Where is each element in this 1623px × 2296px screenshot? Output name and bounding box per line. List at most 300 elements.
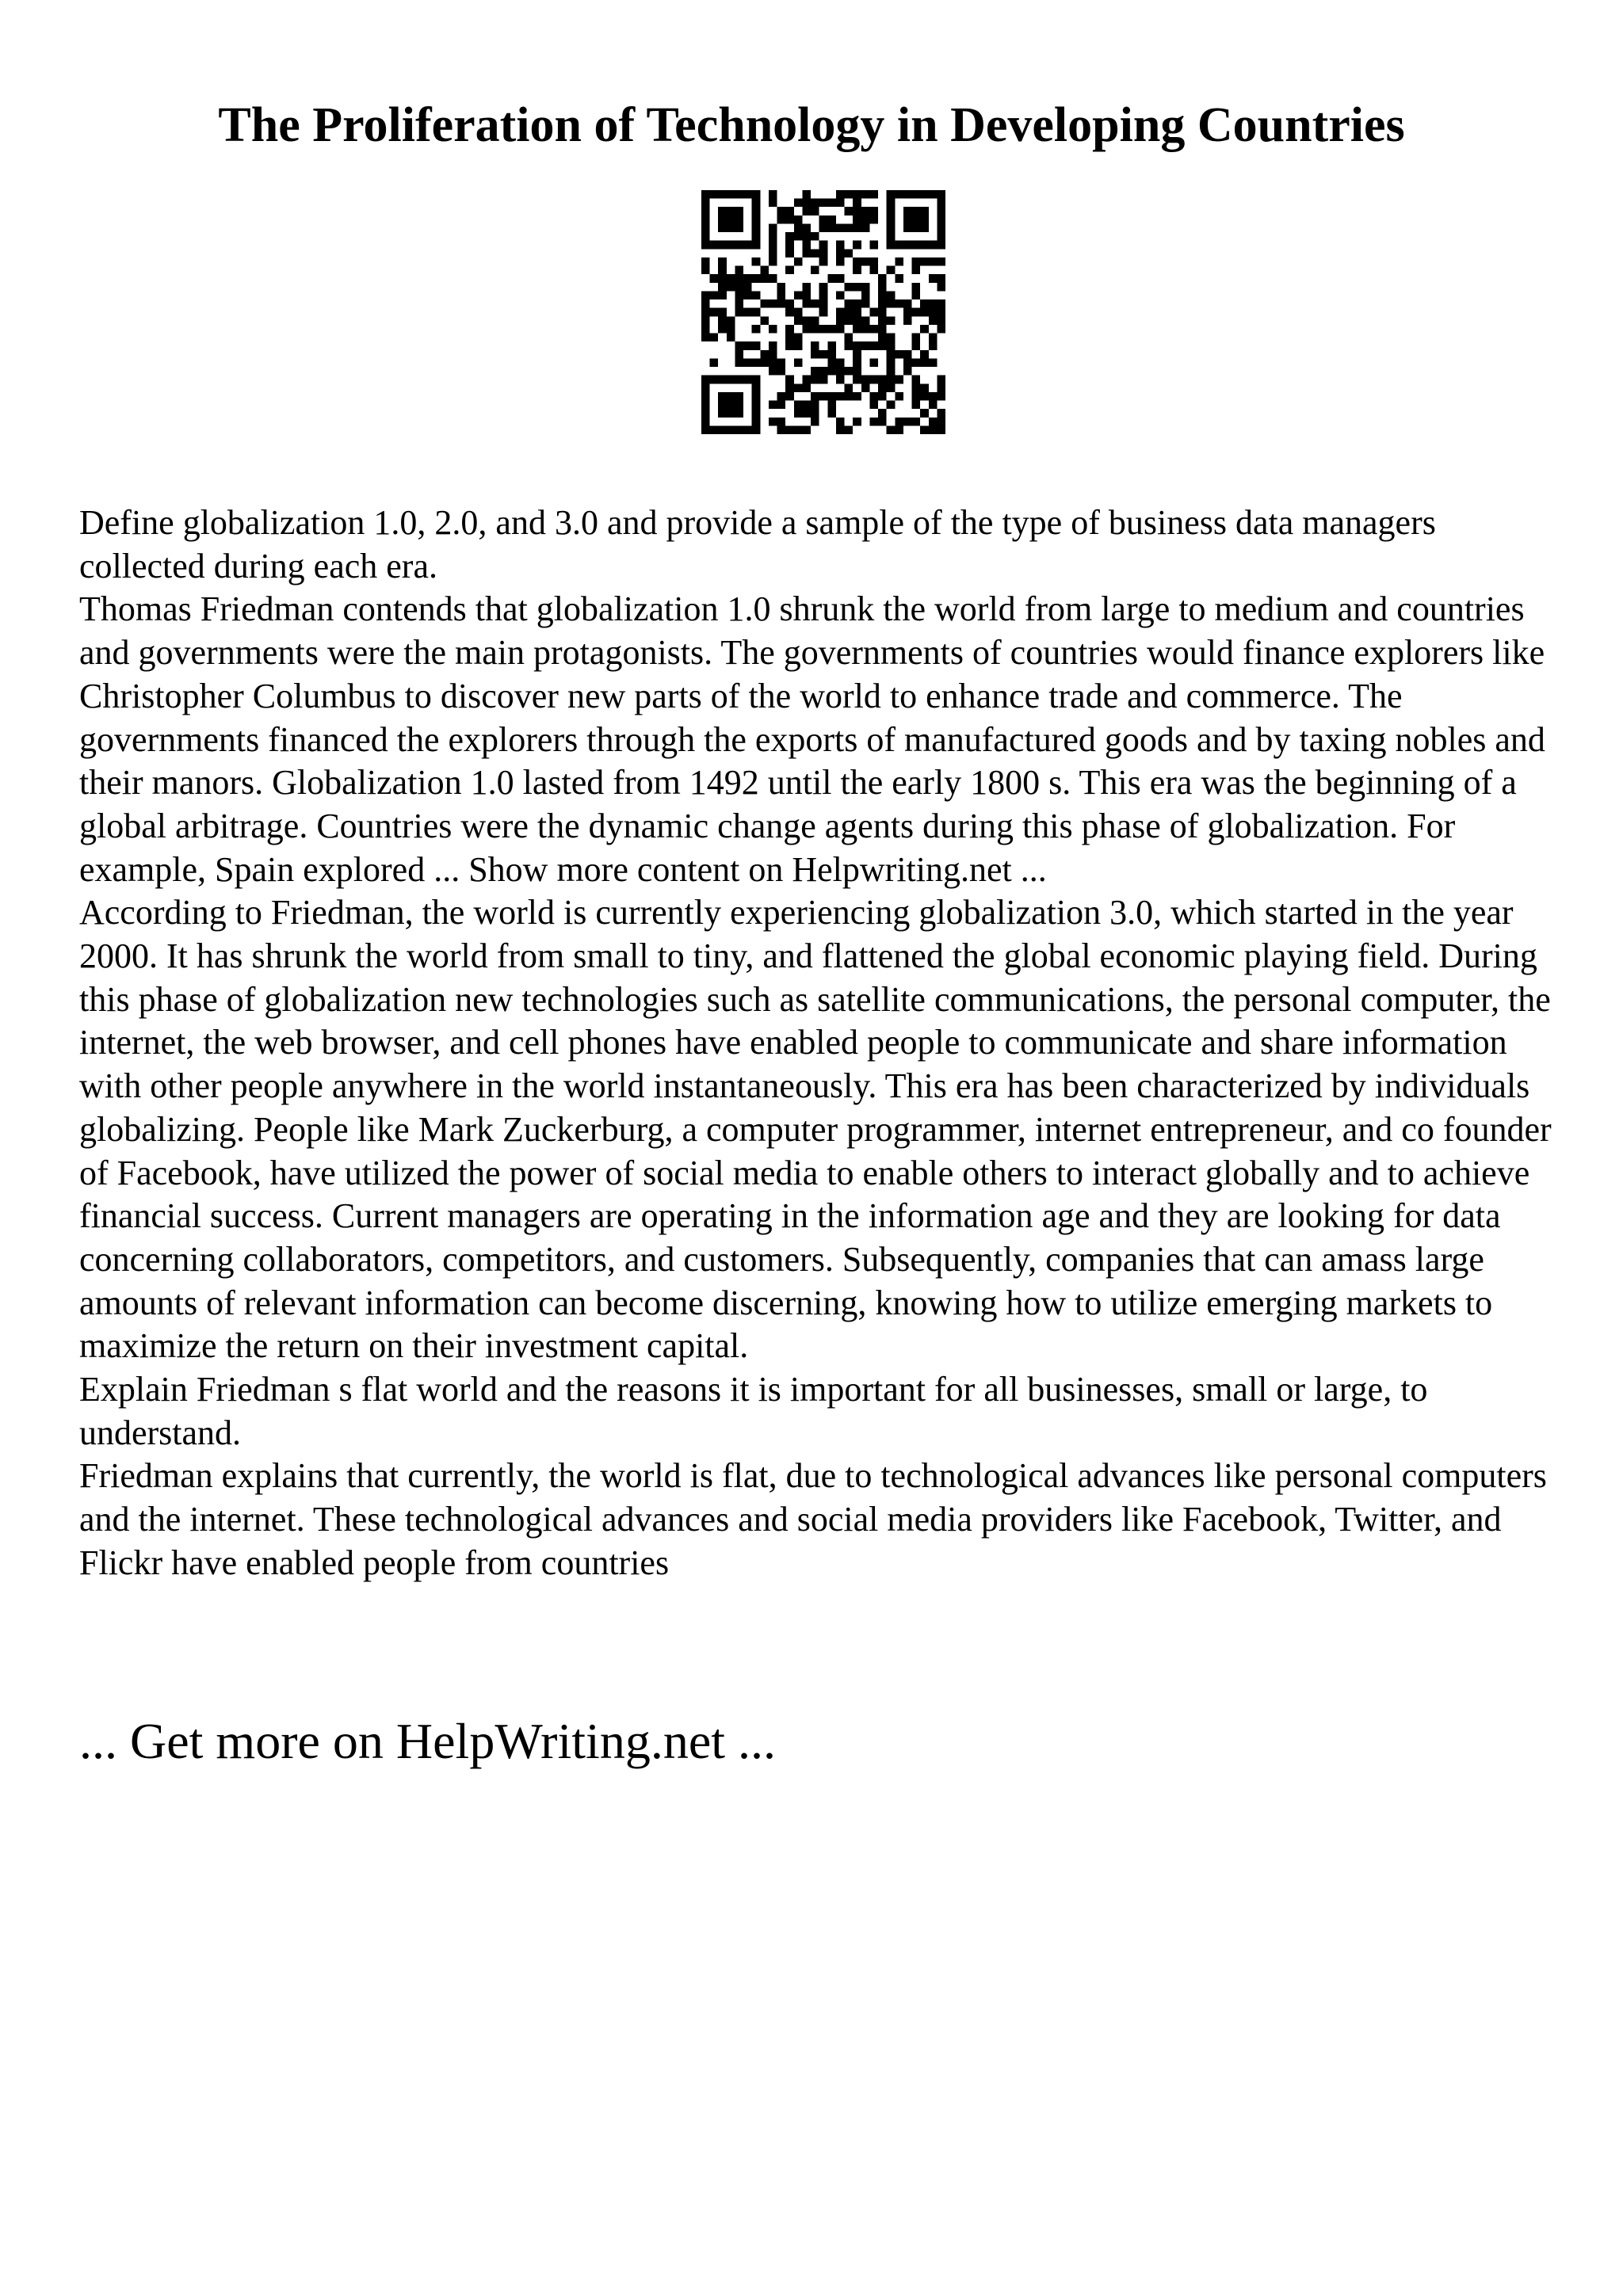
qr-module — [794, 308, 803, 317]
qr-module — [701, 257, 710, 266]
qr-code-image — [701, 190, 945, 434]
qr-module — [718, 241, 727, 250]
qr-module — [929, 418, 938, 426]
qr-module — [819, 215, 828, 224]
qr-module — [718, 266, 727, 275]
qr-module — [727, 215, 735, 224]
qr-module — [811, 249, 819, 257]
qr-module — [827, 325, 836, 334]
qr-module — [861, 283, 870, 292]
qr-module — [836, 291, 845, 299]
qr-module — [743, 274, 752, 283]
qr-module — [861, 223, 870, 232]
qr-module — [912, 392, 921, 401]
qr-module — [718, 207, 727, 215]
qr-module — [937, 283, 945, 292]
qr-module — [819, 249, 828, 257]
qr-module — [718, 283, 727, 292]
qr-module — [710, 358, 719, 367]
document-title: The Proliferation of Technology in Developing Countries — [218, 98, 1405, 152]
qr-module — [827, 199, 836, 208]
qr-module — [869, 401, 878, 410]
qr-module — [752, 291, 761, 299]
qr-module — [802, 199, 811, 208]
qr-module — [836, 367, 845, 376]
qr-module — [701, 299, 710, 308]
qr-module — [895, 418, 903, 426]
qr-module — [853, 223, 861, 232]
qr-module — [701, 232, 710, 241]
qr-module — [895, 392, 903, 401]
qr-module — [727, 241, 735, 250]
qr-module — [794, 257, 803, 266]
qr-module — [845, 316, 854, 325]
qr-module — [819, 392, 828, 401]
qr-module — [718, 316, 727, 325]
paragraph-answer-2: Friedman explains that currently, the world is flat, due to technological advances like personal computers and the internet. These technological advances and social media providers like Facebook, Twitter, and Flickr have enabled people from countries — [79, 1456, 1547, 1582]
qr-module — [869, 341, 878, 350]
qr-module — [794, 215, 803, 224]
qr-module — [811, 341, 819, 350]
qr-module — [836, 316, 845, 325]
qr-module — [785, 207, 794, 215]
qr-module — [853, 376, 861, 384]
qr-module — [869, 207, 878, 215]
qr-module — [887, 215, 896, 224]
qr-module — [929, 341, 938, 350]
qr-module — [836, 257, 845, 266]
qr-module — [811, 418, 819, 426]
qr-module — [853, 325, 861, 334]
qr-module — [769, 418, 777, 426]
qr-module — [929, 241, 938, 250]
qr-module — [903, 316, 912, 325]
qr-module — [718, 401, 727, 410]
qr-module — [777, 418, 786, 426]
qr-module — [920, 223, 929, 232]
qr-module — [895, 190, 903, 199]
qr-module — [836, 190, 845, 199]
qr-module — [718, 190, 727, 199]
qr-module — [853, 418, 861, 426]
qr-module — [869, 376, 878, 384]
qr-module — [727, 392, 735, 401]
qr-module — [819, 223, 828, 232]
qr-module — [929, 334, 938, 342]
qr-module — [701, 409, 710, 418]
qr-module — [701, 425, 710, 434]
qr-module — [887, 299, 896, 308]
qr-module — [845, 308, 854, 317]
qr-module — [710, 274, 719, 283]
qr-module — [819, 325, 828, 334]
qr-module — [869, 241, 878, 250]
qr-module — [853, 392, 861, 401]
qr-module — [912, 283, 921, 292]
qr-module — [701, 401, 710, 410]
qr-module — [735, 392, 743, 401]
qr-module — [869, 358, 878, 367]
qr-module — [743, 425, 752, 434]
qr-module — [718, 325, 727, 334]
qr-module — [929, 257, 938, 266]
qr-module — [895, 241, 903, 250]
qr-module — [752, 401, 761, 410]
qr-module — [794, 334, 803, 342]
qr-module — [769, 299, 777, 308]
qr-module — [785, 325, 794, 334]
paragraph-answer-1-continued: According to Friedman, the world is currently experiencing globalization 3.0, which started in the year 2000. It has shrunk the world from small to tiny, and flattened the global economic playing field. During this phase of globalization new technologies such as satellite communications, the personal computer, the internet, the web browser, and cell phones have enabled people to communicate and share information with other people anywhere in the world instantaneously. This era has been characterized by individuals globalizing. People like Mark Zuckerburg, a computer programmer, internet entrepreneur, and co founder of Facebook, have utilized the power of social media to enable others to interact globally and to achieve financial success. Current managers are operating in the information age and they are looking for data concerning collaborators, competitors, and customers. Subsequently, companies that can amass large amounts of relevant information can become discerning, knowing how to utilize emerging markets to maximize the return on their investment capital. — [79, 893, 1552, 1366]
qr-module — [869, 215, 878, 224]
qr-module — [845, 367, 854, 376]
qr-module — [887, 199, 896, 208]
qr-module — [937, 325, 945, 334]
qr-module — [777, 207, 786, 215]
qr-module — [887, 425, 896, 434]
qr-module — [710, 241, 719, 250]
qr-module — [878, 299, 887, 308]
qr-module — [743, 376, 752, 384]
qr-module — [929, 190, 938, 199]
qr-module — [811, 266, 819, 275]
qr-module — [735, 425, 743, 434]
qr-module — [718, 425, 727, 434]
qr-module — [785, 334, 794, 342]
qr-module — [701, 199, 710, 208]
qr-module — [735, 215, 743, 224]
qr-module — [836, 308, 845, 317]
qr-module — [701, 207, 710, 215]
qr-module — [811, 409, 819, 418]
qr-module — [727, 283, 735, 292]
qr-module — [811, 325, 819, 334]
qr-module — [937, 308, 945, 317]
qr-module — [785, 232, 794, 241]
qr-module — [777, 291, 786, 299]
qr-module — [794, 409, 803, 418]
qr-module — [845, 392, 854, 401]
qr-module — [937, 232, 945, 241]
qr-module — [802, 401, 811, 410]
qr-module — [878, 409, 887, 418]
qr-module — [752, 207, 761, 215]
qr-module — [861, 215, 870, 224]
qr-module — [903, 215, 912, 224]
qr-module — [861, 376, 870, 384]
qr-module — [895, 299, 903, 308]
qr-module — [920, 383, 929, 392]
qr-module — [937, 299, 945, 308]
qr-module — [895, 376, 903, 384]
qr-module — [752, 199, 761, 208]
qr-module — [802, 383, 811, 392]
qr-module — [845, 249, 854, 257]
qr-module — [903, 299, 912, 308]
qr-module — [912, 358, 921, 367]
qr-module — [827, 358, 836, 367]
qr-module — [785, 341, 794, 350]
qr-module — [836, 223, 845, 232]
qr-module — [827, 350, 836, 359]
qr-module — [735, 241, 743, 250]
qr-module — [701, 190, 710, 199]
qr-module — [878, 316, 887, 325]
qr-module — [937, 207, 945, 215]
qr-module — [718, 223, 727, 232]
qr-code[interactable] — [701, 190, 945, 434]
qr-module — [727, 316, 735, 325]
qr-module — [727, 325, 735, 334]
qr-module — [887, 376, 896, 384]
qr-module — [701, 291, 710, 299]
qr-module — [853, 257, 861, 266]
qr-module — [903, 367, 912, 376]
qr-module — [929, 392, 938, 401]
qr-module — [827, 215, 836, 224]
qr-module — [760, 274, 769, 283]
qr-module — [937, 241, 945, 250]
qr-module — [769, 341, 777, 350]
qr-module — [912, 215, 921, 224]
get-more-link[interactable]: ... Get more on HelpWriting.net ... — [79, 1713, 776, 1769]
qr-module — [920, 409, 929, 418]
qr-module — [794, 291, 803, 299]
qr-module — [929, 299, 938, 308]
qr-module — [710, 308, 719, 317]
qr-module — [769, 358, 777, 367]
qr-module — [853, 308, 861, 317]
qr-module — [937, 376, 945, 384]
qr-module — [735, 358, 743, 367]
qr-module — [735, 350, 743, 359]
qr-module — [743, 241, 752, 250]
qr-module — [760, 350, 769, 359]
qr-module — [794, 401, 803, 410]
qr-module — [853, 207, 861, 215]
qr-module — [735, 308, 743, 317]
document-body — [79, 502, 1553, 1585]
qr-module — [895, 274, 903, 283]
qr-module — [752, 376, 761, 384]
qr-module — [718, 291, 727, 299]
qr-module — [887, 350, 896, 359]
qr-module — [743, 358, 752, 367]
qr-module — [869, 308, 878, 317]
qr-module — [710, 425, 719, 434]
qr-module — [819, 291, 828, 299]
qr-module — [920, 257, 929, 266]
qr-module — [903, 241, 912, 250]
qr-module — [760, 316, 769, 325]
qr-module — [878, 274, 887, 283]
qr-module — [887, 341, 896, 350]
qr-module — [777, 425, 786, 434]
qr-module — [836, 418, 845, 426]
qr-module — [878, 383, 887, 392]
qr-module — [887, 334, 896, 342]
qr-module — [777, 283, 786, 292]
qr-module — [701, 241, 710, 250]
qr-module — [794, 199, 803, 208]
qr-module — [827, 367, 836, 376]
qr-module — [760, 299, 769, 308]
qr-module — [845, 207, 854, 215]
qr-module — [937, 392, 945, 401]
qr-module — [861, 207, 870, 215]
qr-module — [727, 409, 735, 418]
qr-module — [853, 341, 861, 350]
qr-module — [937, 190, 945, 199]
qr-module — [701, 334, 710, 342]
qr-module — [777, 401, 786, 410]
qr-module — [878, 291, 887, 299]
qr-module — [769, 190, 777, 199]
qr-module — [861, 383, 870, 392]
qr-module — [718, 274, 727, 283]
qr-module — [752, 392, 761, 401]
qr-module — [853, 215, 861, 224]
qr-module — [802, 207, 811, 215]
qr-module — [912, 308, 921, 317]
qr-module — [920, 358, 929, 367]
qr-module — [777, 367, 786, 376]
qr-module — [836, 199, 845, 208]
qr-module — [937, 409, 945, 418]
qr-module — [727, 223, 735, 232]
qr-module — [802, 283, 811, 292]
qr-module — [727, 425, 735, 434]
qr-module — [861, 299, 870, 308]
qr-module — [887, 241, 896, 250]
qr-module — [878, 418, 887, 426]
qr-module — [727, 376, 735, 384]
qr-module — [869, 257, 878, 266]
qr-module — [752, 215, 761, 224]
qr-module — [777, 358, 786, 367]
qr-module — [827, 341, 836, 350]
qr-module — [845, 190, 854, 199]
qr-module — [811, 299, 819, 308]
qr-module — [937, 383, 945, 392]
qr-module — [794, 358, 803, 367]
qr-module — [802, 190, 811, 199]
qr-module — [878, 376, 887, 384]
qr-module — [802, 409, 811, 418]
qr-module — [752, 274, 761, 283]
qr-module — [819, 350, 828, 359]
qr-module — [878, 308, 887, 317]
qr-module — [836, 392, 845, 401]
qr-module — [785, 299, 794, 308]
qr-module — [853, 358, 861, 367]
qr-module — [735, 376, 743, 384]
qr-module — [710, 334, 719, 342]
qr-module — [785, 308, 794, 317]
qr-module — [727, 190, 735, 199]
qr-module — [811, 207, 819, 215]
qr-module — [878, 283, 887, 292]
qr-module — [752, 257, 761, 266]
qr-module — [735, 266, 743, 275]
qr-module — [752, 341, 761, 350]
qr-module — [701, 376, 710, 384]
qr-module — [937, 223, 945, 232]
qr-module — [701, 392, 710, 401]
qr-module — [701, 418, 710, 426]
qr-module — [735, 299, 743, 308]
qr-module — [895, 257, 903, 266]
qr-module — [794, 316, 803, 325]
qr-module — [819, 376, 828, 384]
qr-module — [701, 383, 710, 392]
qr-module — [912, 207, 921, 215]
qr-module — [769, 249, 777, 257]
qr-module — [878, 325, 887, 334]
qr-module — [802, 299, 811, 308]
qr-module — [769, 325, 777, 334]
qr-module — [937, 257, 945, 266]
qr-module — [701, 325, 710, 334]
qr-module — [785, 383, 794, 392]
qr-module — [785, 241, 794, 250]
qr-module — [845, 341, 854, 350]
qr-module — [701, 223, 710, 232]
qr-module — [811, 401, 819, 410]
qr-module — [929, 308, 938, 317]
qr-module — [819, 241, 828, 250]
qr-module — [937, 425, 945, 434]
qr-module — [929, 274, 938, 283]
qr-module — [895, 425, 903, 434]
qr-module — [811, 232, 819, 241]
qr-module — [802, 223, 811, 232]
qr-module — [701, 215, 710, 224]
qr-module — [912, 383, 921, 392]
qr-module — [853, 199, 861, 208]
qr-module — [878, 334, 887, 342]
qr-module — [777, 215, 786, 224]
qr-module — [785, 376, 794, 384]
qr-module — [802, 249, 811, 257]
qr-module — [802, 376, 811, 384]
qr-module — [920, 308, 929, 317]
qr-module — [845, 223, 854, 232]
paragraph-answer-1: Thomas Friedman contends that globalization 1.0 shrunk the world from large to medium and countries and governments were the main protagonists. The governments of countries would finance explorers like Christopher Columbus to discover new parts of the world to enhance trade and commerce. The governments financed the explorers through the exports of manufactured goods and by taxing nobles and their manors. Globalization 1.0 lasted from 1492 until the early 1800 s. This era was the beginning of a global arbitrage. Countries were the dynamic change agents during this phase of globalization. For example, Spain explored ... Show more content on Helpwriting.net ... — [79, 589, 1545, 889]
qr-module — [701, 266, 710, 275]
qr-module — [827, 274, 836, 283]
qr-module — [836, 241, 845, 250]
qr-module — [752, 308, 761, 317]
qr-module — [794, 223, 803, 232]
qr-module — [743, 190, 752, 199]
qr-module — [769, 223, 777, 232]
qr-module — [735, 409, 743, 418]
qr-module — [912, 334, 921, 342]
qr-module — [802, 291, 811, 299]
qr-module — [937, 316, 945, 325]
qr-module — [735, 207, 743, 215]
qr-module — [836, 425, 845, 434]
qr-module — [802, 325, 811, 334]
qr-module — [827, 223, 836, 232]
qr-module — [735, 223, 743, 232]
qr-module — [903, 190, 912, 199]
qr-module — [887, 367, 896, 376]
qr-module — [769, 367, 777, 376]
qr-module — [819, 257, 828, 266]
qr-module — [920, 207, 929, 215]
qr-module — [727, 207, 735, 215]
